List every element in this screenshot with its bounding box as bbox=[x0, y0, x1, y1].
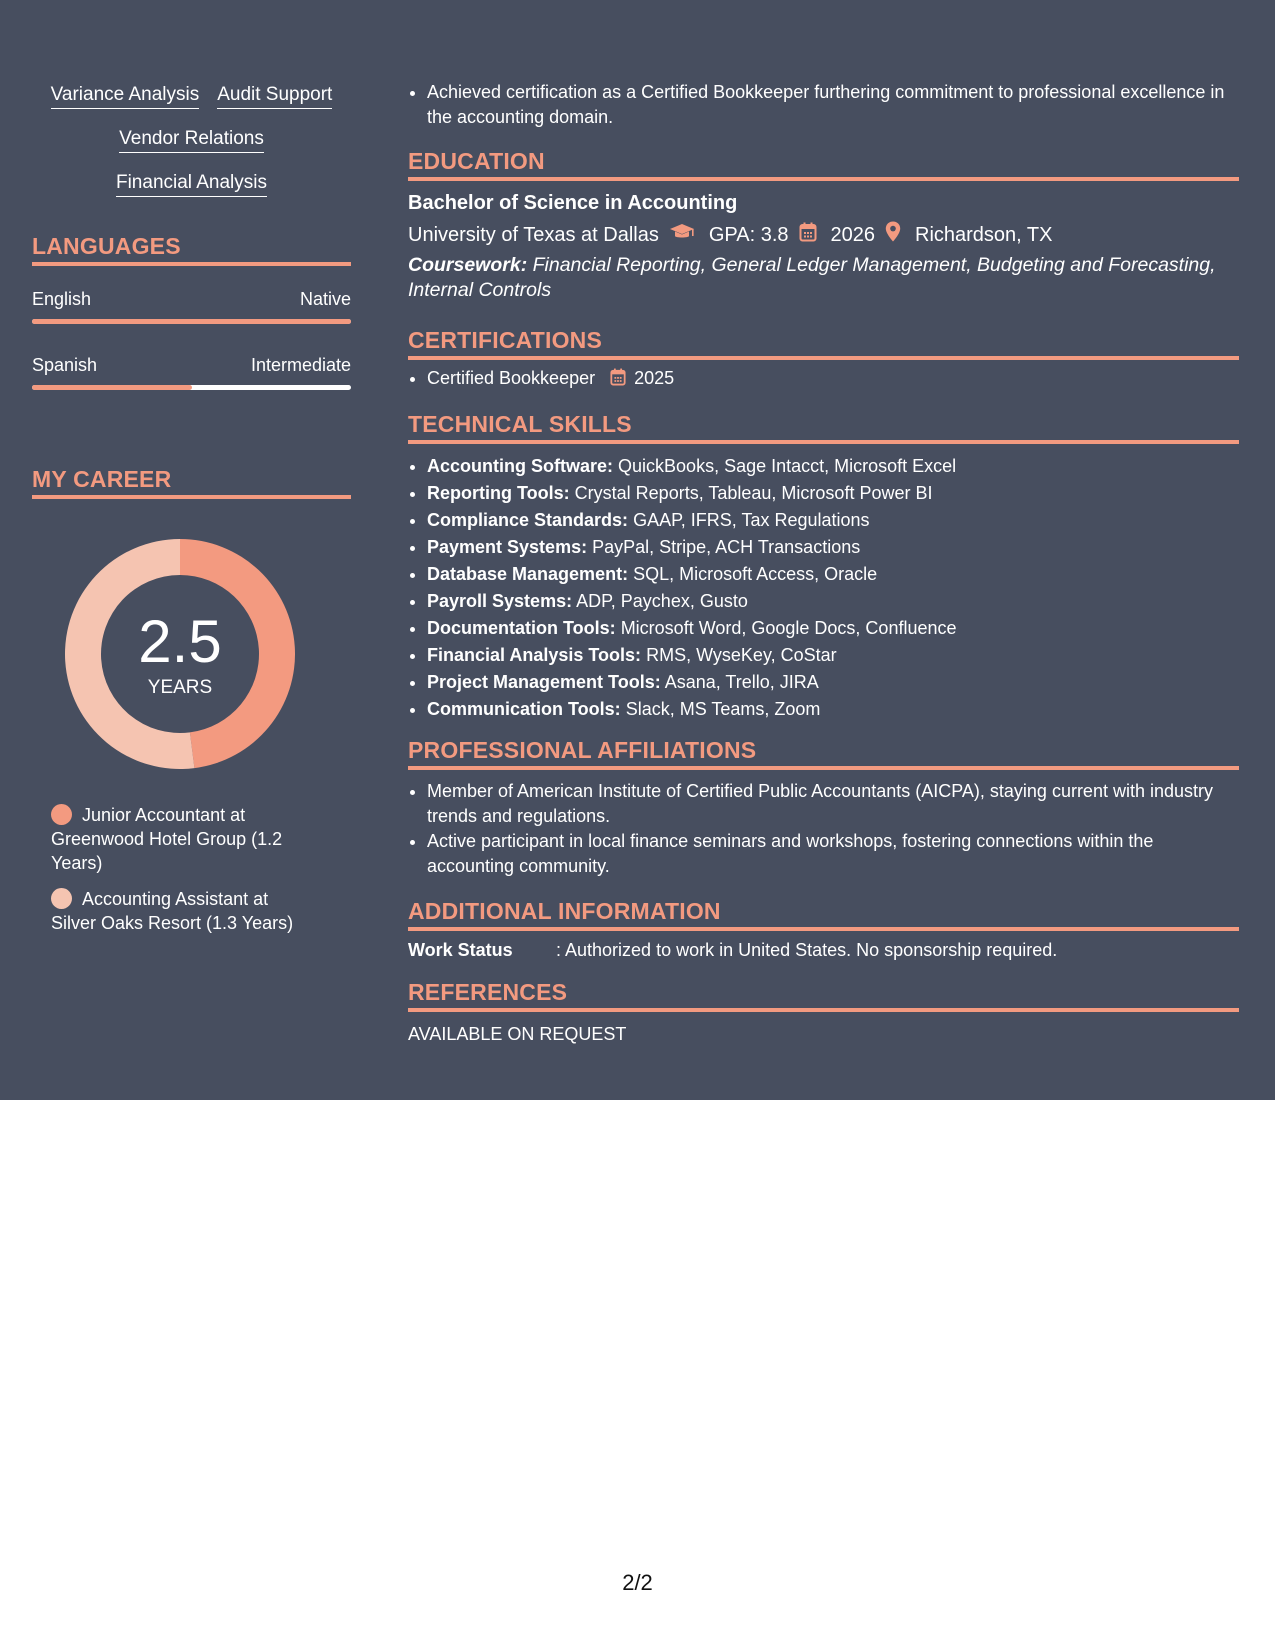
technical-skill-category: Documentation Tools: bbox=[427, 618, 616, 638]
technical-skill-item bbox=[427, 507, 1239, 534]
affiliation-item: • Member of American Institute of Certified Public Accountants (AICPA), staying current with industry trends and regulations. bbox=[427, 779, 1239, 829]
calendar-icon bbox=[799, 222, 817, 249]
skill-tag-row bbox=[32, 128, 351, 153]
technical-skill-category: Project Management Tools: bbox=[427, 672, 661, 692]
career-total-unit: YEARS bbox=[147, 677, 213, 698]
language-proficiency-bar bbox=[32, 385, 351, 390]
technical-skill-item bbox=[427, 669, 1239, 696]
skill-tags bbox=[32, 84, 351, 197]
languages-heading: LANGUAGES bbox=[32, 233, 351, 266]
career-role-label: Junior Accountant at Greenwood Hotel Group (1.2 Years) bbox=[51, 805, 283, 873]
technical-skill-values: QuickBooks, Sage Intacct, Microsoft Excel bbox=[618, 456, 957, 476]
career-heading: MY CAREER bbox=[32, 466, 351, 499]
technical-skill-values: RMS, WyseKey, CoStar bbox=[646, 645, 837, 665]
calendar-icon bbox=[610, 368, 626, 393]
skill-tag-row bbox=[32, 172, 351, 197]
technical-skill-item bbox=[427, 642, 1239, 669]
school-name: University of Texas at Dallas bbox=[408, 224, 659, 246]
right-column bbox=[408, 80, 1239, 1046]
certifications-heading: CERTIFICATIONS bbox=[408, 327, 1239, 360]
technical-skill-values: Crystal Reports, Tableau, Microsoft Power BI bbox=[574, 483, 933, 503]
skill-tag: Audit Support bbox=[217, 84, 332, 109]
map-pin-icon bbox=[885, 221, 901, 249]
skill-tag: Vendor Relations bbox=[119, 128, 264, 153]
technical-skill-item bbox=[427, 534, 1239, 561]
skill-tag: Financial Analysis bbox=[116, 172, 267, 197]
language-name: Spanish bbox=[32, 355, 98, 375]
technical-skill-category: Communication Tools: bbox=[427, 699, 621, 719]
affiliations-heading: PROFESSIONAL AFFILIATIONS bbox=[408, 737, 1239, 770]
coursework-label: Coursework: bbox=[408, 254, 528, 276]
experience-bullet: • Achieved certification as a Certified Bookkeeper furthering commitment to professional excellence in the accounting domain. bbox=[427, 80, 1239, 130]
page-number: 2/2 bbox=[622, 1570, 653, 1595]
certification-item bbox=[427, 366, 1239, 393]
work-status-row bbox=[408, 938, 1239, 962]
legend-dot-icon bbox=[51, 804, 72, 825]
technical-skill-item bbox=[427, 588, 1239, 615]
technical-skill-category: Compliance Standards: bbox=[427, 510, 629, 530]
certification-year: 2025 bbox=[634, 368, 675, 388]
technical-skill-item bbox=[427, 696, 1239, 723]
graduation-cap-icon bbox=[669, 222, 695, 248]
certification-name: Certified Bookkeeper bbox=[427, 368, 596, 388]
additional-info-heading: ADDITIONAL INFORMATION bbox=[408, 898, 1239, 931]
career-legend bbox=[51, 803, 311, 935]
legend-dot-icon bbox=[51, 888, 72, 909]
language-proficiency-fill bbox=[32, 319, 351, 324]
language-name: English bbox=[32, 289, 92, 309]
technical-skill-category: Payment Systems: bbox=[427, 537, 588, 557]
technical-skill-values: ADP, Paychex, Gusto bbox=[576, 591, 748, 611]
left-column bbox=[32, 84, 351, 947]
technical-skill-category: Accounting Software: bbox=[427, 456, 614, 476]
career-role-label: Accounting Assistant at Silver Oaks Resort (1.3 Years) bbox=[51, 889, 294, 933]
references-heading: REFERENCES bbox=[408, 979, 1239, 1012]
technical-skill-values: Slack, MS Teams, Zoom bbox=[625, 699, 821, 719]
references-text: AVAILABLE ON REQUEST bbox=[408, 1024, 627, 1044]
technical-skills-heading: TECHNICAL SKILLS bbox=[408, 411, 1239, 444]
gpa: GPA: 3.8 bbox=[708, 224, 789, 246]
affiliation-item: • Active participant in local finance seminars and workshops, fostering connections within the accounting community. bbox=[427, 829, 1239, 879]
technical-skill-item bbox=[427, 615, 1239, 642]
degree-title: Bachelor of Science in Accounting bbox=[408, 192, 738, 214]
work-status-value: : Authorized to work in United States. No sponsorship required. bbox=[556, 940, 1058, 960]
experience-bullets bbox=[408, 80, 1239, 130]
affiliations-list bbox=[408, 779, 1239, 879]
language-proficiency-fill bbox=[32, 385, 192, 390]
technical-skill-category: Financial Analysis Tools: bbox=[427, 645, 642, 665]
graduation-year: 2026 bbox=[830, 224, 876, 246]
coursework-list: Financial Reporting, General Ledger Management, Budgeting and Forecasting, Internal Controls bbox=[408, 254, 1216, 301]
technical-skill-category: Payroll Systems: bbox=[427, 591, 573, 611]
education-heading: EDUCATION bbox=[408, 148, 1239, 181]
career-total-years: 2.5 bbox=[138, 608, 222, 675]
skill-tag: Variance Analysis bbox=[51, 84, 200, 109]
school-location: Richardson, TX bbox=[915, 224, 1053, 246]
technical-skill-category: Database Management: bbox=[427, 564, 629, 584]
career-donut-chart bbox=[65, 539, 295, 769]
language-level: Intermediate bbox=[250, 355, 351, 375]
work-status-label: Work Status bbox=[408, 940, 513, 960]
technical-skill-values: PayPal, Stripe, ACH Transactions bbox=[592, 537, 861, 557]
coursework bbox=[408, 253, 1239, 303]
technical-skill-item bbox=[427, 453, 1239, 480]
career-legend-item bbox=[51, 803, 311, 875]
technical-skill-values: SQL, Microsoft Access, Oracle bbox=[633, 564, 878, 584]
technical-skill-values: Asana, Trello, JIRA bbox=[664, 672, 819, 692]
education-meta bbox=[408, 221, 1239, 249]
language-proficiency-bar bbox=[32, 319, 351, 324]
technical-skill-item bbox=[427, 480, 1239, 507]
language-item bbox=[32, 354, 351, 390]
technical-skill-category: Reporting Tools: bbox=[427, 483, 570, 503]
technical-skill-values: Microsoft Word, Google Docs, Confluence bbox=[620, 618, 957, 638]
certification-list bbox=[408, 366, 1239, 393]
skill-tag-row bbox=[32, 84, 351, 109]
career-legend-item bbox=[51, 887, 311, 935]
technical-skills-list bbox=[408, 453, 1239, 723]
language-item bbox=[32, 288, 351, 324]
technical-skill-values: GAAP, IFRS, Tax Regulations bbox=[633, 510, 870, 530]
language-level: Native bbox=[299, 289, 351, 309]
technical-skill-item bbox=[427, 561, 1239, 588]
